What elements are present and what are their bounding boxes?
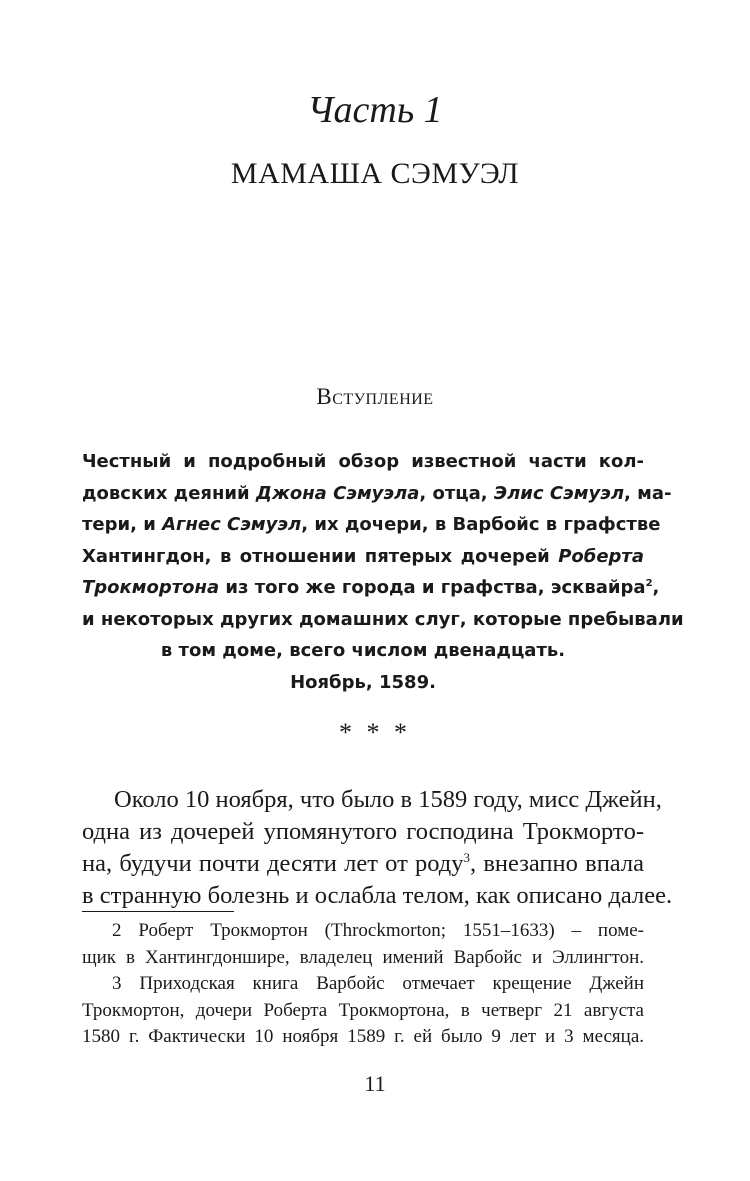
- summary-line: Хантингдон, в отношении пятерых дочерей Роберта: [82, 545, 644, 567]
- body-line: Около 10 ноября, что было в 1589 году, мисс Джейн,: [114, 786, 662, 813]
- part-subtitle: МАМАША СЭМУЭЛ: [230, 157, 520, 190]
- summary-line: Честный и подробный обзор известной части кол-: [82, 451, 644, 472]
- asterism-separator: * * *: [339, 718, 411, 747]
- footnote-ref-2: 2: [645, 578, 653, 589]
- footnote-3-line: 1580 г. Фактически 10 ноября 1589 г. ей было 9 лет и 3 месяца.: [82, 1026, 644, 1047]
- page-number: 11: [364, 1071, 386, 1096]
- footnote-3-line: Трокмортон, дочери Роберта Трокмортона, в четверг 21 августа: [82, 999, 644, 1021]
- summary-line: тери, и Агнес Сэмуэл, их дочери, в Варбойс в графстве: [82, 514, 661, 535]
- summary-line: довских деяний Джона Сэмуэла, отца, Элис Сэмуэл, ма-: [82, 482, 672, 504]
- footnotes: [82, 918, 644, 1051]
- footnote-ref-3: 3: [463, 849, 471, 865]
- footnote-3-line: 3 Приходская книга Варбойс отмечает крещение Джейн: [112, 973, 644, 994]
- summary-line: и некоторых других домашних слуг, которые пребывали: [82, 608, 684, 630]
- body-line: в странную болезнь и ослабла телом, как описано далее.: [82, 882, 673, 909]
- footnote-2-line: щик в Хантингдоншире, владелец имений Варбойс и Эллингтон.: [82, 946, 644, 968]
- summary-date: Ноябрь, 1589.: [290, 671, 436, 693]
- summary-line: Трокмортона из того же города и графства, эсквайра$^2$,: [82, 577, 660, 598]
- footnote-rule: [82, 911, 234, 912]
- body-paragraph: [82, 784, 673, 912]
- summary-line: в том доме, всего числом двенадцать.: [160, 640, 566, 661]
- body-line: на, будучи почти десяти лет от роду$^3$, внезапно впала: [82, 849, 644, 877]
- part-title: Часть 1: [307, 89, 443, 131]
- footnote-2-line: 2 Роберт Трокмортон (Throckmorton; 1551–1633) – поме-: [112, 920, 644, 941]
- body-line: одна из дочерей упомянутого господина Трокмортo-: [82, 818, 644, 845]
- summary-paragraph: [82, 446, 684, 698]
- section-title: Вступление: [316, 384, 434, 409]
